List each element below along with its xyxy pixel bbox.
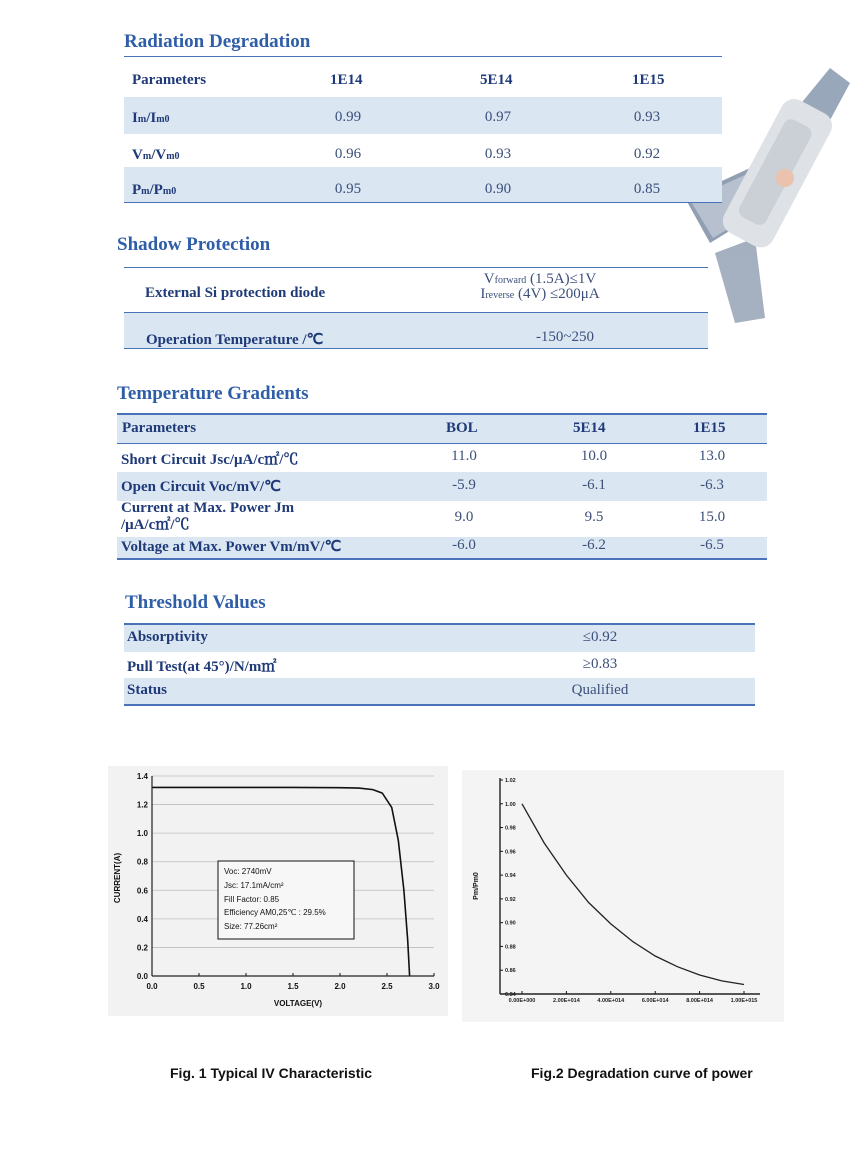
degradation-xtick-label: 8.00E+014 bbox=[686, 998, 713, 1004]
degradation-xtick-label: 0.00E+000 bbox=[508, 998, 536, 1004]
threshold-bottom-rule bbox=[124, 704, 755, 706]
degradation-xtick-label: 6.00E+014 bbox=[641, 998, 669, 1004]
shadow-top-rule bbox=[124, 267, 708, 268]
shadow-title: Shadow Protection bbox=[117, 234, 271, 255]
iv-ytick-label: 0.0 bbox=[136, 972, 148, 981]
iv-xtick-label: 0.0 bbox=[146, 982, 158, 991]
degradation-ytick-label: 0.88 bbox=[505, 944, 516, 951]
degradation-ytick-label: 1.02 bbox=[505, 778, 516, 784]
iv-xtick-label: 2.0 bbox=[334, 982, 346, 991]
threshold-absorptivity-value: ≤0.92 bbox=[582, 629, 618, 645]
iv-xtick-label: 3.0 bbox=[428, 982, 440, 991]
fig2-caption: Fig.2 Degradation curve of power bbox=[531, 1065, 753, 1081]
gradients-header-band bbox=[117, 415, 767, 443]
threshold-pull-label: Pull Test(at 45°)/N/m㎡ bbox=[127, 659, 277, 675]
radiation-header-5e14: 5E14 bbox=[480, 72, 513, 88]
radiation-pm-1e14: 0.95 bbox=[334, 181, 362, 197]
gradients-row-vm: Voltage at Max. Power Vm/mV/℃ bbox=[121, 539, 342, 555]
gradients-title: Temperature Gradients bbox=[117, 383, 309, 404]
shadow-temp-value: -150~250 bbox=[535, 329, 595, 345]
gradients-header-1e15: 1E15 bbox=[693, 420, 726, 436]
shadow-diode-value-1: Vforward (1.5A)≤1V bbox=[483, 271, 597, 287]
gradients-jsc-5e14: 10.0 bbox=[580, 448, 608, 464]
radiation-vm-1e14: 0.96 bbox=[334, 146, 362, 162]
degradation-ylabel: Pm/Pm0 bbox=[473, 872, 480, 900]
gradients-jm-bol: 9.0 bbox=[454, 509, 474, 525]
degradation-xtick-label: 4.00E+014 bbox=[597, 998, 625, 1004]
radiation-pm-5e14: 0.90 bbox=[484, 181, 512, 197]
gradients-vm-bol: -6.0 bbox=[452, 537, 476, 553]
gradients-jsc-bol: 11.0 bbox=[451, 448, 477, 464]
shadow-diode-label: External Si protection diode bbox=[145, 285, 326, 301]
shadow-diode-value-2: Ireverse (4V) ≤200μA bbox=[480, 286, 600, 302]
iv-legend-size: Size: 77.26cm² bbox=[224, 922, 278, 931]
radiation-bottom-rule bbox=[124, 202, 722, 203]
degradation-ytick-label: 0.84 bbox=[505, 992, 516, 998]
gradients-voc-bol: -5.9 bbox=[452, 477, 476, 493]
gradients-header-5e14: 5E14 bbox=[573, 420, 606, 436]
degradation-ytick-label: 0.90 bbox=[505, 920, 516, 927]
iv-xtick-label: 1.0 bbox=[240, 982, 252, 991]
gradients-jsc-1e15: 13.0 bbox=[698, 448, 726, 464]
radiation-header-1e15: 1E15 bbox=[632, 72, 665, 88]
radiation-im-1e15: 0.93 bbox=[633, 109, 661, 125]
iv-ytick-label: 0.8 bbox=[136, 857, 148, 867]
iv-xtick-label: 1.5 bbox=[287, 982, 299, 991]
gradients-vm-5e14: -6.2 bbox=[582, 537, 606, 553]
gradients-header-bol: BOL bbox=[446, 420, 478, 436]
iv-legend-box bbox=[218, 861, 354, 939]
threshold-pull-value: ≥0.83 bbox=[582, 656, 618, 672]
gradients-row-jsc: Short Circuit Jsc/μA/c㎡/℃ bbox=[121, 452, 299, 468]
gradients-jm-1e15: 15.0 bbox=[698, 509, 726, 525]
degradation-ytick-label: 0.92 bbox=[505, 896, 516, 903]
gradients-voc-1e15: -6.3 bbox=[700, 477, 724, 493]
radiation-im-5e14: 0.97 bbox=[484, 109, 512, 125]
gradients-header-param: Parameters bbox=[122, 420, 197, 436]
threshold-band-3 bbox=[124, 678, 755, 704]
radiation-title: Radiation Degradation bbox=[124, 31, 311, 52]
iv-ytick-label: 0.2 bbox=[136, 943, 148, 953]
degradation-ytick-label: 0.96 bbox=[505, 849, 516, 856]
degradation-ytick-label: 0.86 bbox=[505, 968, 516, 975]
gradients-jm-5e14: 9.5 bbox=[584, 509, 604, 525]
iv-ylabel: CURRENT(A) bbox=[113, 852, 122, 904]
iv-ytick-label: 1.2 bbox=[136, 800, 148, 810]
radiation-top-rule bbox=[124, 56, 722, 57]
iv-ytick-label: 0.4 bbox=[136, 914, 148, 924]
gradients-header-rule bbox=[117, 443, 767, 444]
iv-legend-ff: Fill Factor: 0.85 bbox=[224, 895, 280, 904]
gradients-row-jm: Current at Max. Power Jm /μA/c㎡/℃ bbox=[121, 500, 295, 533]
threshold-status-value: Qualified bbox=[571, 682, 629, 698]
iv-legend-eff: Efficiency AM0,25℃ : 29.5% bbox=[224, 908, 326, 917]
gradients-bottom-rule bbox=[117, 558, 767, 560]
radiation-vm-1e15: 0.92 bbox=[633, 146, 661, 162]
iv-ytick-label: 1.4 bbox=[136, 772, 148, 781]
radiation-header-param: Parameters bbox=[132, 72, 207, 88]
threshold-band-1 bbox=[124, 625, 755, 652]
iv-xtick-label: 2.5 bbox=[381, 982, 393, 991]
degradation-xtick-label: 1.00E+015 bbox=[730, 998, 758, 1004]
iv-ytick-label: 0.6 bbox=[136, 886, 148, 896]
iv-ytick-label: 1.0 bbox=[136, 829, 148, 839]
gradients-vm-1e15: -6.5 bbox=[700, 537, 724, 553]
iv-legend-voc: Voc: 2740mV bbox=[224, 867, 272, 876]
iv-xtick-label: 0.5 bbox=[193, 982, 205, 991]
threshold-status-label: Status bbox=[127, 682, 168, 698]
fig1-caption: Fig. 1 Typical IV Characteristic bbox=[170, 1065, 373, 1081]
radiation-row-pm: Pm/Pm0 bbox=[132, 182, 177, 198]
degradation-ytick-label: 1.00 bbox=[505, 801, 516, 808]
iv-chart bbox=[108, 766, 448, 1016]
radiation-row-vm: Vm/Vm0 bbox=[132, 147, 180, 163]
radiation-header-1e14: 1E14 bbox=[330, 72, 363, 88]
degradation-ytick-label: 0.94 bbox=[505, 873, 516, 880]
radiation-row-im: Im/Im0 bbox=[132, 110, 170, 126]
degradation-ytick-label: 0.98 bbox=[505, 825, 516, 832]
shadow-temp-label: Operation Temperature /℃ bbox=[146, 332, 324, 348]
radiation-im-1e14: 0.99 bbox=[334, 109, 362, 125]
degradation-chart bbox=[462, 770, 784, 1022]
threshold-title: Threshold Values bbox=[125, 592, 266, 613]
gradients-voc-5e14: -6.1 bbox=[582, 477, 606, 493]
radiation-pm-1e15: 0.85 bbox=[633, 181, 661, 197]
gradients-row-voc: Open Circuit Voc/mV/℃ bbox=[121, 479, 281, 495]
threshold-absorptivity-label: Absorptivity bbox=[127, 629, 208, 645]
iv-xlabel: VOLTAGE(V) bbox=[273, 999, 323, 1008]
iv-legend-jsc: Jsc: 17.1mA/cm² bbox=[224, 881, 284, 890]
degradation-xtick-label: 2.00E+014 bbox=[553, 998, 580, 1004]
radiation-vm-5e14: 0.93 bbox=[484, 146, 512, 162]
